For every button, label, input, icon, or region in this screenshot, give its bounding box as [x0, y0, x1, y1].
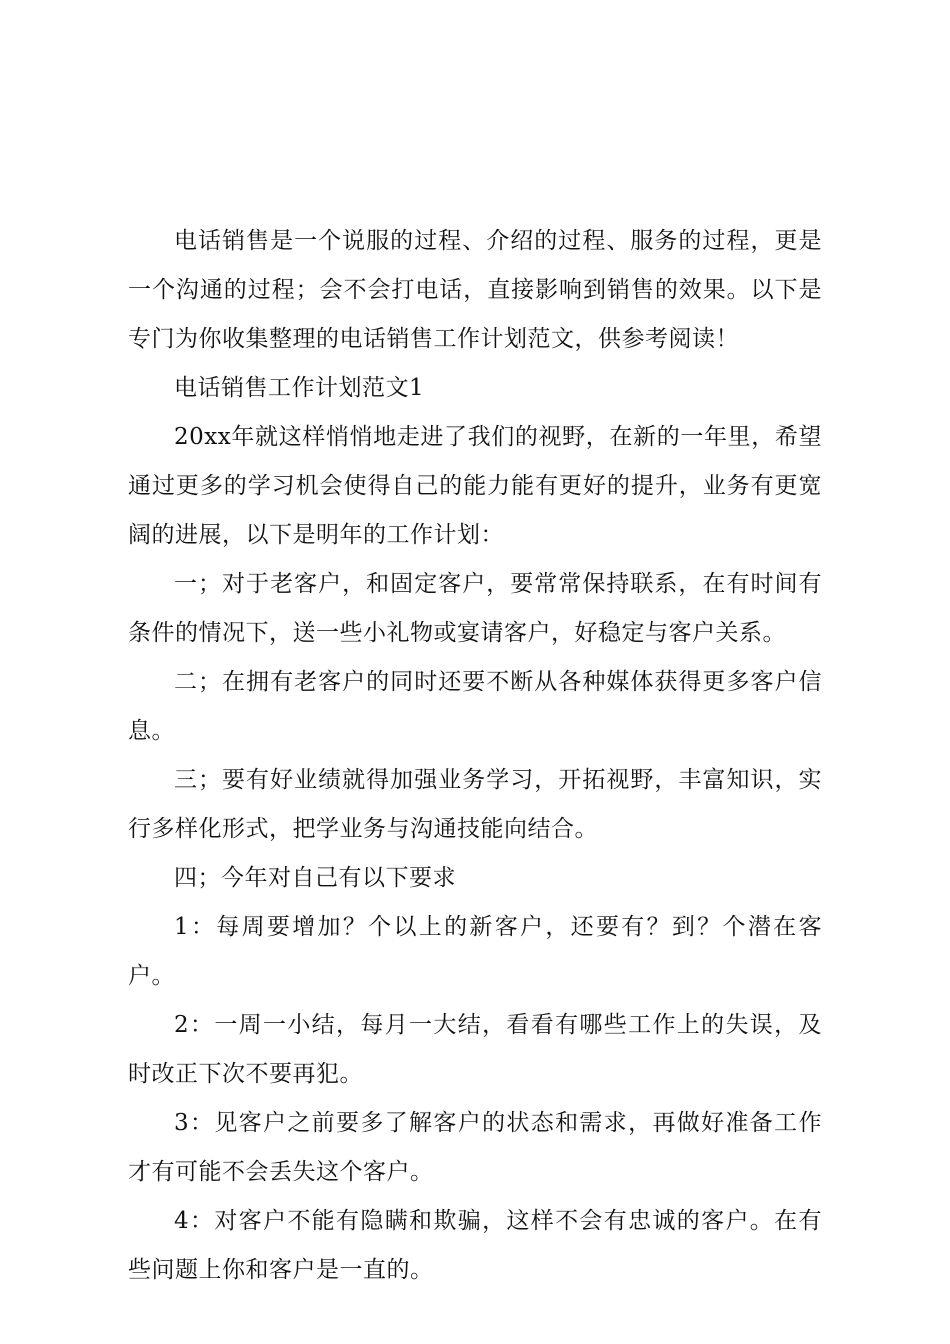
paragraph-item-4: 四；今年对自己有以下要求 [174, 865, 456, 891]
requirement-3: 3：见客户之前要多了解客户的状态和需求，再做好准备工作才有可能不会丢失这个客户。 [128, 1110, 822, 1185]
requirement-2: 2：一周一小结，每月一大结，看看有哪些工作上的失误，及时改正下次不要再犯。 [128, 1012, 822, 1087]
paragraph-item-1: 一；对于老客户，和固定客户，要常常保持联系，在有时间有条件的情况下，送一些小礼物或宴请客户，好稳定与客户关系。 [128, 571, 822, 646]
requirement-1: 1：每周要增加？个以上的新客户，还要有？到？个潜在客户。 [128, 914, 822, 989]
paragraph-intro: 电话销售是一个说服的过程、介绍的过程、服务的过程，更是一个沟通的过程；会不会打电话，直接影响到销售的效果。以下是专门为你收集整理的电话销售工作计划范文，供参考阅读！ [128, 228, 822, 352]
document-body [128, 217, 822, 1295]
section-heading: 电话销售工作计划范文1 [174, 375, 425, 401]
requirement-4: 4：对客户不能有隐瞒和欺骗，这样不会有忠诚的客户。在有些问题上你和客户是一直的。 [128, 1208, 822, 1283]
paragraph-item-2: 二；在拥有老客户的同时还要不断从各种媒体获得更多客户信息。 [128, 669, 822, 744]
paragraph-overview: 20xx年就这样悄悄地走进了我们的视野，在新的一年里，希望通过更多的学习机会使得自己的能力能有更好的提升，业务有更宽阔的进展，以下是明年的工作计划： [128, 424, 822, 548]
paragraph-item-3: 三；要有好业绩就得加强业务学习，开拓视野，丰富知识，实行多样化形式，把学业务与沟通技能向结合。 [128, 767, 822, 842]
